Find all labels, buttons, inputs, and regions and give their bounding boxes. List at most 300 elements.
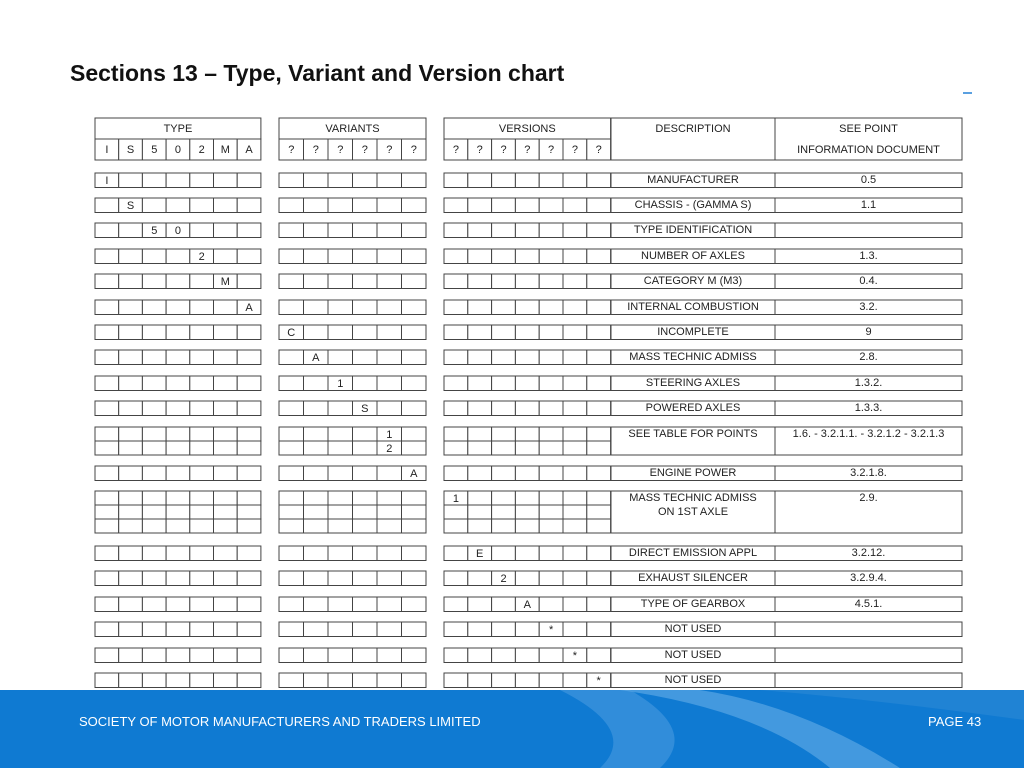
row-variants-cell bbox=[402, 376, 427, 391]
row-variants-cell bbox=[328, 249, 353, 264]
row-variants-cell bbox=[279, 427, 304, 441]
row-variants-cell bbox=[353, 673, 378, 688]
row-variants-cell bbox=[304, 571, 329, 586]
row-versions-cell bbox=[468, 648, 492, 663]
row-type-cell bbox=[119, 427, 143, 441]
row-type-cell bbox=[214, 597, 238, 612]
row-type-cell bbox=[190, 519, 214, 533]
footer-organization: SOCIETY OF MOTOR MANUFACTURERS AND TRADERS LIMITED bbox=[79, 714, 481, 729]
header-variants-label: VARIANTS bbox=[325, 123, 380, 135]
row-versions-cell bbox=[563, 223, 587, 238]
row-see-point-cell bbox=[775, 622, 962, 637]
row-type-cell bbox=[95, 491, 119, 505]
row-versions-cell bbox=[563, 401, 587, 416]
row-description-text: MASS TECHNIC ADMISS bbox=[629, 492, 757, 504]
row-versions-cell bbox=[515, 571, 539, 586]
row-versions-cell bbox=[468, 173, 492, 188]
row-type-cell bbox=[237, 173, 261, 188]
row-type-cell bbox=[95, 441, 119, 455]
row-type-cell bbox=[190, 300, 214, 315]
row-type-cell bbox=[142, 597, 166, 612]
row-variants-cell bbox=[279, 622, 304, 637]
row-variants-cell bbox=[304, 198, 329, 213]
header-versions-char: ? bbox=[452, 144, 459, 156]
header-variants-char: ? bbox=[312, 144, 319, 156]
row-variants-cell bbox=[328, 223, 353, 238]
row-description-text: ON 1ST AXLE bbox=[657, 506, 729, 518]
row-type-cell bbox=[190, 441, 214, 455]
row-versions-cell bbox=[539, 427, 563, 441]
row-versions-cell bbox=[468, 441, 492, 455]
row-description-text: NUMBER OF AXLES bbox=[641, 250, 745, 262]
row-variants-cell bbox=[279, 571, 304, 586]
row-type-cell bbox=[237, 350, 261, 365]
row-type-cell bbox=[166, 300, 190, 315]
row-versions-cell bbox=[515, 173, 539, 188]
row-type-cell bbox=[190, 648, 214, 663]
row-variants-cell bbox=[304, 274, 329, 289]
header-type-char: A bbox=[245, 144, 253, 156]
row-variants-cell bbox=[328, 571, 353, 586]
row-versions-cell bbox=[539, 648, 563, 663]
row-versions-cell bbox=[563, 325, 587, 340]
row-description-text: TYPE IDENTIFICATION bbox=[633, 224, 753, 236]
row-variants-cell bbox=[377, 648, 402, 663]
row-versions-cell bbox=[468, 466, 492, 481]
row-type-cell bbox=[142, 622, 166, 637]
row-versions-cell bbox=[539, 519, 563, 533]
row-versions-cell bbox=[492, 401, 516, 416]
row-type-cell bbox=[95, 466, 119, 481]
row-versions-cell bbox=[539, 350, 563, 365]
row-type-cell bbox=[166, 441, 190, 455]
row-type-cell bbox=[119, 505, 143, 519]
row-versions-cell bbox=[563, 300, 587, 315]
row-type-cell bbox=[95, 519, 119, 533]
row-variants-cell bbox=[402, 401, 427, 416]
row-type-cell bbox=[142, 300, 166, 315]
row-versions-cell bbox=[563, 376, 587, 391]
row-type-cell bbox=[142, 427, 166, 441]
row-versions-cell bbox=[468, 325, 492, 340]
row-versions-cell bbox=[468, 376, 492, 391]
row-type-cell bbox=[95, 427, 119, 441]
row-see-point-text: 0.5 bbox=[860, 174, 877, 186]
row-type-cell bbox=[214, 571, 238, 586]
row-variants-cell bbox=[402, 249, 427, 264]
row-type-cell bbox=[142, 441, 166, 455]
row-type-cell bbox=[166, 648, 190, 663]
row-type-cell bbox=[237, 376, 261, 391]
row-variants-cell bbox=[353, 249, 378, 264]
row-type-cell bbox=[119, 622, 143, 637]
row-variants-cell bbox=[328, 198, 353, 213]
row-type-cell bbox=[237, 401, 261, 416]
row-type-cell bbox=[166, 325, 190, 340]
row-type-cell bbox=[119, 546, 143, 561]
row-variants-cell bbox=[377, 466, 402, 481]
row-type-cell bbox=[142, 571, 166, 586]
row-type-cell bbox=[190, 350, 214, 365]
row-versions-cell bbox=[492, 223, 516, 238]
row-versions-cell bbox=[587, 519, 611, 533]
row-type-cell bbox=[166, 198, 190, 213]
row-variants-cell bbox=[353, 491, 378, 505]
row-description-text: POWERED AXLES bbox=[645, 402, 741, 414]
row-mark-char: M bbox=[220, 276, 230, 288]
row-see-point-text: 4.5.1. bbox=[854, 598, 883, 610]
row-type-cell bbox=[142, 376, 166, 391]
row-variants-cell bbox=[279, 519, 304, 533]
row-variants-cell bbox=[328, 274, 353, 289]
row-versions-cell bbox=[563, 673, 587, 688]
header-type-char: I bbox=[105, 144, 109, 156]
row-description-text: MASS TECHNIC ADMISS bbox=[629, 351, 757, 363]
row-versions-cell bbox=[444, 648, 468, 663]
row-variants-cell bbox=[328, 648, 353, 663]
row-versions-cell bbox=[492, 491, 516, 505]
row-variants-cell bbox=[353, 597, 378, 612]
row-type-cell bbox=[119, 648, 143, 663]
row-versions-cell bbox=[563, 491, 587, 505]
row-versions-cell bbox=[515, 466, 539, 481]
row-description-text: INCOMPLETE bbox=[657, 326, 729, 338]
row-type-cell bbox=[237, 223, 261, 238]
row-versions-cell bbox=[515, 648, 539, 663]
row-versions-cell bbox=[587, 173, 611, 188]
row-versions-cell bbox=[587, 325, 611, 340]
row-variants-cell bbox=[279, 401, 304, 416]
row-variants-cell bbox=[328, 673, 353, 688]
row-variants-cell bbox=[304, 491, 329, 505]
row-variants-cell bbox=[402, 648, 427, 663]
row-variants-cell bbox=[402, 223, 427, 238]
row-type-cell bbox=[142, 350, 166, 365]
row-variants-cell bbox=[304, 466, 329, 481]
row-versions-cell bbox=[492, 249, 516, 264]
row-versions-cell bbox=[444, 546, 468, 561]
row-variants-cell bbox=[377, 223, 402, 238]
row-variants-cell bbox=[353, 173, 378, 188]
header-description-label: DESCRIPTION bbox=[655, 123, 731, 135]
row-variants-cell bbox=[402, 491, 427, 505]
row-type-cell bbox=[95, 505, 119, 519]
row-type-cell bbox=[214, 223, 238, 238]
row-versions-cell bbox=[515, 376, 539, 391]
row-versions-cell bbox=[587, 648, 611, 663]
row-type-cell bbox=[119, 673, 143, 688]
row-variants-cell bbox=[377, 274, 402, 289]
row-versions-cell bbox=[444, 441, 468, 455]
row-versions-cell bbox=[539, 505, 563, 519]
row-type-cell bbox=[237, 198, 261, 213]
row-versions-cell bbox=[515, 622, 539, 637]
row-variants-cell bbox=[304, 325, 329, 340]
row-description-text: TYPE OF GEARBOX bbox=[640, 598, 746, 610]
row-versions-cell bbox=[515, 491, 539, 505]
row-variants-cell bbox=[402, 325, 427, 340]
row-versions-cell bbox=[515, 673, 539, 688]
row-type-cell bbox=[237, 622, 261, 637]
row-variants-cell bbox=[304, 597, 329, 612]
header-type-char: 0 bbox=[174, 144, 182, 156]
row-variants-cell bbox=[279, 173, 304, 188]
row-versions-cell bbox=[492, 376, 516, 391]
row-variants-cell bbox=[402, 198, 427, 213]
row-versions-cell bbox=[468, 622, 492, 637]
row-versions-cell bbox=[587, 350, 611, 365]
row-type-cell bbox=[166, 173, 190, 188]
row-type-cell bbox=[95, 325, 119, 340]
row-versions-cell bbox=[563, 505, 587, 519]
row-variants-cell bbox=[377, 350, 402, 365]
row-versions-cell bbox=[468, 427, 492, 441]
row-type-cell bbox=[95, 249, 119, 264]
row-variants-cell bbox=[328, 427, 353, 441]
row-versions-cell bbox=[468, 519, 492, 533]
row-mark-char: A bbox=[410, 468, 418, 480]
row-type-cell bbox=[214, 401, 238, 416]
row-variants-cell bbox=[402, 519, 427, 533]
row-versions-cell bbox=[587, 300, 611, 315]
row-variants-cell bbox=[279, 249, 304, 264]
row-see-point-text: 3.2.1.8. bbox=[850, 467, 887, 479]
row-versions-cell bbox=[468, 597, 492, 612]
row-type-cell bbox=[142, 198, 166, 213]
row-type-cell bbox=[119, 466, 143, 481]
header-versions-label: VERSIONS bbox=[498, 123, 556, 135]
row-type-cell bbox=[190, 491, 214, 505]
row-type-cell bbox=[190, 325, 214, 340]
row-type-cell bbox=[119, 441, 143, 455]
slide-title: Sections 13 – Type, Variant and Version chart bbox=[70, 60, 565, 86]
row-variants-cell bbox=[304, 622, 329, 637]
row-variants-cell bbox=[304, 223, 329, 238]
row-versions-cell bbox=[539, 249, 563, 264]
row-variants-cell bbox=[304, 519, 329, 533]
row-variants-cell bbox=[402, 441, 427, 455]
row-type-cell bbox=[166, 673, 190, 688]
row-versions-cell bbox=[515, 325, 539, 340]
row-type-cell bbox=[214, 622, 238, 637]
row-versions-cell bbox=[515, 198, 539, 213]
row-type-cell bbox=[142, 249, 166, 264]
row-type-cell bbox=[237, 441, 261, 455]
row-type-cell bbox=[95, 401, 119, 416]
row-variants-cell bbox=[304, 427, 329, 441]
row-variants-cell bbox=[279, 597, 304, 612]
row-versions-cell bbox=[444, 223, 468, 238]
row-type-cell bbox=[190, 223, 214, 238]
row-variants-cell bbox=[304, 401, 329, 416]
row-versions-cell bbox=[492, 546, 516, 561]
row-variants-cell bbox=[377, 519, 402, 533]
row-type-cell bbox=[119, 597, 143, 612]
row-versions-cell bbox=[515, 401, 539, 416]
row-versions-cell bbox=[468, 274, 492, 289]
row-type-cell bbox=[119, 519, 143, 533]
row-versions-cell bbox=[444, 249, 468, 264]
row-type-cell bbox=[142, 648, 166, 663]
row-versions-cell bbox=[468, 673, 492, 688]
row-type-cell bbox=[95, 223, 119, 238]
row-type-cell bbox=[237, 571, 261, 586]
row-type-cell bbox=[237, 519, 261, 533]
row-type-cell bbox=[237, 274, 261, 289]
row-see-point-text: 3.2.9.4. bbox=[850, 572, 887, 584]
row-variants-cell bbox=[304, 648, 329, 663]
row-description-text: EXHAUST SILENCER bbox=[638, 572, 748, 584]
footer-bar bbox=[0, 690, 1024, 768]
header-versions-char: ? bbox=[500, 144, 507, 156]
row-versions-cell bbox=[539, 546, 563, 561]
row-versions-cell bbox=[492, 673, 516, 688]
row-variants-cell bbox=[377, 173, 402, 188]
row-variants-cell bbox=[304, 505, 329, 519]
row-type-cell bbox=[214, 427, 238, 441]
row-variants-cell bbox=[402, 622, 427, 637]
header-versions-char: ? bbox=[548, 144, 555, 156]
row-variants-cell bbox=[328, 519, 353, 533]
row-type-cell bbox=[190, 173, 214, 188]
row-see-point-text: 3.2. bbox=[859, 301, 878, 313]
row-variants-cell bbox=[304, 249, 329, 264]
row-type-cell bbox=[214, 519, 238, 533]
row-versions-cell bbox=[444, 466, 468, 481]
row-description-text: MANUFACTURER bbox=[647, 174, 739, 186]
row-versions-cell bbox=[587, 505, 611, 519]
row-variants-cell bbox=[279, 546, 304, 561]
row-see-point-text: 0.4. bbox=[859, 275, 878, 287]
row-type-cell bbox=[237, 466, 261, 481]
footer-swoosh-graphic bbox=[0, 690, 1024, 768]
row-versions-cell bbox=[492, 198, 516, 213]
row-versions-cell bbox=[492, 505, 516, 519]
row-mark-char: I bbox=[105, 175, 109, 187]
row-versions-cell bbox=[587, 441, 611, 455]
row-versions-cell bbox=[563, 466, 587, 481]
row-versions-cell bbox=[563, 427, 587, 441]
row-type-cell bbox=[119, 491, 143, 505]
row-see-point-text: 3.2.12. bbox=[851, 547, 886, 559]
row-variants-cell bbox=[377, 325, 402, 340]
row-versions-cell bbox=[515, 519, 539, 533]
row-versions-cell bbox=[563, 622, 587, 637]
row-type-cell bbox=[214, 173, 238, 188]
row-type-cell bbox=[166, 350, 190, 365]
row-versions-cell bbox=[492, 648, 516, 663]
row-type-cell bbox=[119, 350, 143, 365]
row-variants-cell bbox=[279, 300, 304, 315]
row-versions-cell bbox=[587, 249, 611, 264]
header-variants-char: ? bbox=[386, 144, 393, 156]
row-versions-cell bbox=[539, 325, 563, 340]
row-versions-cell bbox=[563, 441, 587, 455]
row-variants-cell bbox=[279, 350, 304, 365]
row-variants-cell bbox=[377, 571, 402, 586]
row-type-cell bbox=[190, 571, 214, 586]
row-versions-cell bbox=[563, 546, 587, 561]
row-variants-cell bbox=[279, 198, 304, 213]
row-type-cell bbox=[142, 173, 166, 188]
row-type-cell bbox=[119, 173, 143, 188]
row-type-cell bbox=[119, 401, 143, 416]
row-variants-cell bbox=[402, 505, 427, 519]
row-variants-cell bbox=[402, 274, 427, 289]
row-mark-char: E bbox=[476, 548, 484, 560]
row-versions-cell bbox=[444, 673, 468, 688]
row-versions-cell bbox=[539, 198, 563, 213]
row-type-cell bbox=[190, 427, 214, 441]
row-description-text: STEERING AXLES bbox=[645, 377, 741, 389]
row-type-cell bbox=[166, 597, 190, 612]
row-type-cell bbox=[237, 325, 261, 340]
row-type-cell bbox=[190, 622, 214, 637]
row-versions-cell bbox=[468, 505, 492, 519]
row-versions-cell bbox=[587, 198, 611, 213]
row-type-cell bbox=[190, 546, 214, 561]
row-versions-cell bbox=[444, 519, 468, 533]
header-variants-char: ? bbox=[361, 144, 368, 156]
row-type-cell bbox=[95, 597, 119, 612]
row-versions-cell bbox=[539, 300, 563, 315]
row-type-cell bbox=[119, 376, 143, 391]
row-description-text: CATEGORY M (M3) bbox=[643, 275, 743, 287]
row-type-cell bbox=[142, 505, 166, 519]
row-variants-cell bbox=[402, 300, 427, 315]
row-versions-cell bbox=[468, 198, 492, 213]
header-see-point-label: SEE POINT bbox=[839, 123, 898, 135]
footer-page-number: PAGE 43 bbox=[928, 714, 982, 729]
row-versions-cell bbox=[539, 223, 563, 238]
row-variants-cell bbox=[328, 300, 353, 315]
row-versions-cell bbox=[587, 427, 611, 441]
row-mark-char: 2 bbox=[500, 573, 507, 585]
row-versions-cell bbox=[587, 546, 611, 561]
row-variants-cell bbox=[328, 491, 353, 505]
row-see-point-text: 2.9. bbox=[859, 492, 878, 504]
row-variants-cell bbox=[353, 648, 378, 663]
row-variants-cell bbox=[353, 300, 378, 315]
row-variants-cell bbox=[353, 223, 378, 238]
row-type-cell bbox=[166, 376, 190, 391]
row-versions-cell bbox=[587, 597, 611, 612]
row-variants-cell bbox=[304, 376, 329, 391]
row-see-point-text: 1.3. bbox=[859, 250, 878, 262]
row-variants-cell bbox=[353, 441, 378, 455]
row-variants-cell bbox=[377, 505, 402, 519]
row-description-text: DIRECT EMISSION APPL bbox=[628, 547, 758, 559]
row-mark-char: C bbox=[287, 327, 296, 339]
row-versions-cell bbox=[492, 300, 516, 315]
row-type-cell bbox=[95, 350, 119, 365]
row-versions-cell bbox=[444, 274, 468, 289]
row-versions-cell bbox=[515, 300, 539, 315]
row-variants-cell bbox=[328, 546, 353, 561]
row-type-cell bbox=[142, 673, 166, 688]
row-variants-cell bbox=[279, 648, 304, 663]
row-variants-cell bbox=[353, 622, 378, 637]
row-type-cell bbox=[190, 274, 214, 289]
row-variants-cell bbox=[377, 622, 402, 637]
row-versions-cell bbox=[444, 173, 468, 188]
row-type-cell bbox=[142, 274, 166, 289]
row-variants-cell bbox=[402, 173, 427, 188]
row-type-cell bbox=[166, 546, 190, 561]
row-variants-cell bbox=[353, 466, 378, 481]
row-type-cell bbox=[95, 622, 119, 637]
row-variants-cell bbox=[353, 505, 378, 519]
